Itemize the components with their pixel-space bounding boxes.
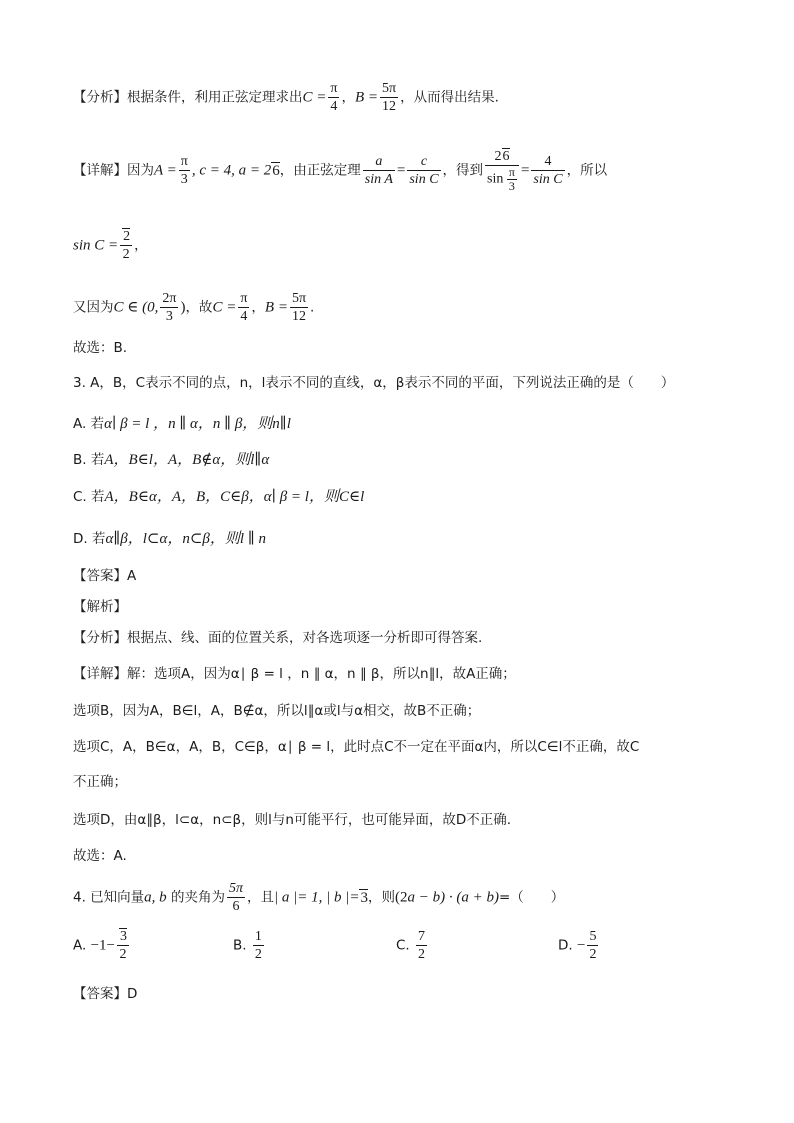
den: 3 xyxy=(180,172,188,187)
text: ，从而得出结果. xyxy=(400,89,499,106)
two: 2 xyxy=(494,149,502,164)
den: 6 xyxy=(232,899,240,914)
num: 5 xyxy=(589,929,597,944)
detail-option-c: 选项C，A，B∈α，A，B，C∈β，α∣ β = l，此时点C不一定在平面α内，所以C∈l不正确，故C xyxy=(73,739,640,755)
num: 5π xyxy=(291,291,307,306)
num: 5π xyxy=(382,81,397,96)
q4-option-d xyxy=(558,928,600,963)
fraction-2pi-3 xyxy=(160,290,178,325)
text: ，故 xyxy=(185,299,213,316)
fraction-sqrt3-2 xyxy=(117,928,129,963)
text: ，且 xyxy=(246,889,274,906)
fraction-5pi-6 xyxy=(227,880,245,915)
paren: ) xyxy=(180,299,186,316)
label: D. xyxy=(558,937,573,954)
num: c xyxy=(407,153,440,171)
fraction-4-sinC xyxy=(531,153,564,188)
sqrt-3: 3 xyxy=(360,889,368,906)
fraction-pi-4 xyxy=(328,80,339,115)
den: sin A xyxy=(364,172,393,187)
label: C. xyxy=(396,937,410,954)
math: −1− xyxy=(90,937,116,954)
math: B = xyxy=(354,89,379,106)
den: 12 xyxy=(291,309,306,324)
num: 4 xyxy=(531,153,564,171)
label: C. 若 xyxy=(73,489,105,505)
num xyxy=(117,928,129,946)
minus: − xyxy=(576,937,586,954)
fraction-pi-4 xyxy=(238,290,249,325)
analysis-3: 【分析】根据点、线、面的位置关系，对各选项逐一分析即可得答案. xyxy=(73,630,483,646)
sqrt-2: 2 xyxy=(123,229,131,244)
text: ，由正弦定理 xyxy=(279,162,361,179)
expr: (2 xyxy=(394,889,408,906)
label: A. xyxy=(73,937,87,954)
period: . xyxy=(310,299,315,316)
answer-select-a: 故选：A. xyxy=(73,848,127,864)
num xyxy=(120,228,132,246)
fraction-pi-3 xyxy=(179,153,190,188)
range-line xyxy=(73,290,314,325)
text: 【分析】根据条件，利用正弦定理求出 xyxy=(73,89,303,106)
fraction-1-2 xyxy=(253,928,264,963)
math: A = xyxy=(154,162,177,179)
fraction-5pi-12 xyxy=(380,80,398,115)
detail-option-b: 选项B，因为A，B∈l，A，B∉α，所以l∥α或l与α相交，故B不正确； xyxy=(73,703,481,719)
num: 1 xyxy=(254,929,262,944)
num: 7 xyxy=(418,929,426,944)
q4-option-c xyxy=(396,928,429,963)
label: B. xyxy=(233,937,247,954)
num: π xyxy=(508,165,515,179)
text: 的夹角为 xyxy=(170,889,225,906)
den: 2 xyxy=(589,947,597,962)
den: sin C xyxy=(533,172,563,187)
sin: sin xyxy=(487,171,504,187)
fraction-7-2 xyxy=(416,928,427,963)
den xyxy=(485,166,519,193)
q4-option-a xyxy=(73,928,131,963)
text: ，所以 xyxy=(566,162,608,179)
den: 3 xyxy=(165,309,173,324)
q3-option-a xyxy=(73,414,291,434)
num xyxy=(485,148,519,166)
answer-4: 【答案】D xyxy=(73,986,138,1002)
label: B. 若 xyxy=(73,452,105,468)
math: C ∈ (0, xyxy=(113,299,159,316)
expr: a + b) xyxy=(461,889,499,906)
eq: = xyxy=(396,162,406,179)
fraction-2sqrt6-sinpi3 xyxy=(485,148,519,193)
q3-option-b xyxy=(73,450,269,470)
detail-3: 【详解】解：选项A，因为α∣ β = l ，n ∥ α，n ∥ β，所以n∥l，故A正确； xyxy=(73,666,516,682)
fraction-sqrt2-2 xyxy=(120,228,132,263)
num: π xyxy=(330,81,338,96)
text: 又因为 xyxy=(73,299,114,316)
q3-option-d xyxy=(73,529,266,549)
fraction-5pi-12 xyxy=(290,290,308,325)
fraction-c-sinC xyxy=(407,153,440,188)
text: 4. 已知向量 xyxy=(73,889,145,906)
sqrt-6: 6 xyxy=(272,162,280,179)
expr: a − b) · ( xyxy=(407,889,462,906)
text: ，得到 xyxy=(442,162,484,179)
num: a xyxy=(363,153,395,171)
q3-option-c xyxy=(73,487,364,507)
detail-option-d: 选项D，由α∥β，l⊂α，n⊂β，则l与n可能平行，也可能异面，故D不正确. xyxy=(73,812,512,828)
detail-line xyxy=(73,148,607,193)
math: C = xyxy=(212,299,237,316)
den: 2 xyxy=(418,947,426,962)
sqrt-3: 3 xyxy=(120,929,128,944)
math: | a |= 1, | b |= xyxy=(273,889,360,906)
num: π xyxy=(240,291,248,306)
question-4 xyxy=(73,880,564,915)
q4-option-b xyxy=(233,928,266,963)
label: A. 若 xyxy=(73,416,105,432)
math: α∣ β = l ，n ∥ α，n ∥ β，则n∥l xyxy=(104,416,291,432)
sinC-line xyxy=(73,228,148,263)
text: ， xyxy=(251,299,265,316)
fraction-a-sinA xyxy=(363,153,395,188)
comma: ， xyxy=(134,237,148,254)
math: , c = 4, a = 2 xyxy=(191,162,272,179)
analysis-line xyxy=(73,80,499,115)
math: A，B∈l，A，B∉α，则l∥α xyxy=(104,452,270,468)
math: C = xyxy=(302,89,327,106)
vectors-ab: a, b xyxy=(144,889,167,906)
den: 2 xyxy=(119,947,127,962)
math: B = xyxy=(264,299,288,316)
solution-header: 【解析】 xyxy=(73,599,127,615)
label: D. 若 xyxy=(73,531,106,547)
detail-option-c-cont: 不正确； xyxy=(73,774,127,790)
text: =（ ） xyxy=(498,889,565,906)
question-3: 3. A，B，C表示不同的点，n，l表示不同的直线，α，β表示不同的平面，下列说法正确的是（ ） xyxy=(73,375,675,391)
den: 12 xyxy=(382,99,397,114)
math: sin C = xyxy=(73,237,119,254)
den: 2 xyxy=(254,947,262,962)
den: 3 xyxy=(508,179,515,193)
text: ， xyxy=(341,89,355,106)
den: 2 xyxy=(122,247,130,262)
math: A，B∈α，A，B，C∈β，α∣ β = l，则C∈l xyxy=(104,489,365,505)
eq: = xyxy=(520,162,530,179)
den: sin C xyxy=(409,172,439,187)
den: 4 xyxy=(240,309,248,324)
text: 【详解】因为 xyxy=(73,162,154,179)
text: ，则 xyxy=(367,889,395,906)
sqrt-6: 6 xyxy=(502,149,510,164)
den: 4 xyxy=(330,99,338,114)
math: α∥β，l⊂α，n⊂β，则l ∥ n xyxy=(105,531,267,547)
answer-select-b: 故选：B. xyxy=(73,340,128,356)
fraction-5-2 xyxy=(587,928,598,963)
num: 5π xyxy=(228,881,243,896)
inner-fraction xyxy=(507,166,517,193)
answer-3: 【答案】A xyxy=(73,568,137,584)
num: 2π xyxy=(162,291,177,306)
num: π xyxy=(180,154,188,169)
